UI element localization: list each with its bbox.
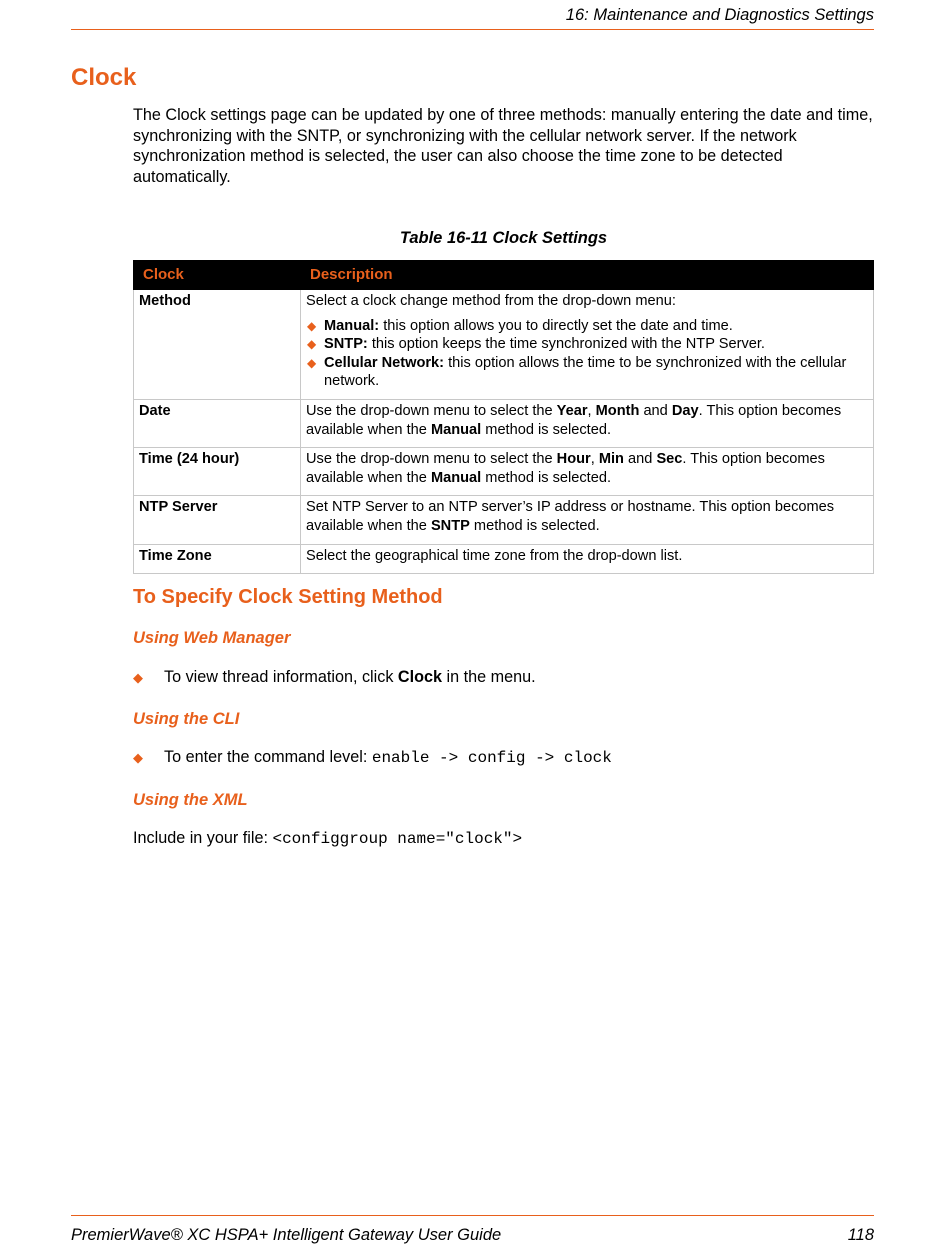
desc-bold: Manual	[430, 421, 482, 438]
footer-rule	[71, 1215, 874, 1216]
row-desc-time	[301, 448, 874, 496]
xml-code: <configgroup name="clock">	[272, 830, 523, 848]
row-name-time-zone: Time Zone	[134, 544, 301, 574]
desc-text: . This option becomes available when the	[306, 402, 842, 438]
column-header-description: Description	[301, 261, 874, 290]
table-row	[134, 544, 874, 574]
diamond-bullet-icon: ◆	[133, 750, 143, 765]
heading-xml: Using the XML	[133, 791, 248, 809]
row-name-date: Date	[134, 399, 301, 447]
list-item	[306, 335, 868, 354]
header-rule	[71, 29, 874, 30]
intro-paragraph: The Clock settings page can be updated by one of three methods: manually entering the date and time, synchronizing with the SNTP, or synchronizing with the cellular network server. If the network synchronization method is selected, the user can also choose the time zone to be detected automatically.	[133, 106, 873, 187]
desc-text: ,	[590, 451, 599, 468]
desc-bold: Hour	[556, 451, 591, 468]
row-name-method: Method	[134, 290, 301, 400]
diamond-bullet-icon: ◆	[133, 670, 143, 685]
table-caption: Table 16-11 Clock Settings	[399, 229, 608, 247]
diamond-bullet-icon: ◆	[307, 337, 317, 352]
desc-text: method is selected.	[481, 469, 612, 486]
option-label: Manual:	[324, 317, 380, 334]
option-text: this option keeps the time synchronized with the NTP Server.	[367, 336, 765, 353]
option-label: Cellular Network:	[324, 354, 445, 371]
table-row	[134, 290, 874, 400]
step-text: in the menu.	[442, 668, 536, 686]
web-manager-step	[133, 668, 536, 687]
step-bold: Clock	[397, 668, 443, 686]
procedure-title: To Specify Clock Setting Method	[133, 586, 443, 608]
step-text: To view thread information, click	[164, 668, 398, 686]
footer-title: PremierWave® XC HSPA+ Intelligent Gateway User Guide	[71, 1226, 502, 1244]
desc-text: method is selected.	[469, 517, 600, 534]
step-text: To enter the command level:	[164, 748, 372, 766]
heading-web-manager: Using Web Manager	[133, 629, 291, 647]
diamond-bullet-icon: ◆	[307, 318, 317, 333]
section-title: Clock	[71, 64, 137, 91]
running-head: 16: Maintenance and Diagnostics Settings	[565, 6, 874, 24]
clock-settings-table	[133, 260, 874, 574]
desc-text: . This option becomes available when the	[306, 451, 825, 486]
cli-command: enable -> config -> clock	[371, 749, 612, 767]
table-header-row	[134, 261, 874, 290]
heading-cli: Using the CLI	[133, 710, 240, 728]
table-row	[134, 496, 874, 544]
row-desc-time-zone: Select the geographical time zone from the drop-down list.	[301, 544, 874, 574]
list-item	[306, 354, 868, 391]
desc-bold: Month	[595, 402, 640, 419]
method-options-list	[306, 317, 868, 391]
method-intro: Select a clock change method from the drop-down menu:	[306, 293, 676, 309]
desc-text: method is selected.	[481, 421, 612, 438]
diamond-bullet-icon: ◆	[307, 355, 317, 370]
step-text: Include in your file:	[133, 829, 273, 847]
option-text: this option allows the time to be synchronized with the cellular network.	[324, 354, 847, 390]
xml-step	[133, 829, 522, 848]
desc-bold: Year	[556, 402, 588, 419]
list-item	[306, 317, 868, 336]
option-text: this option allows you to directly set the date and time.	[379, 317, 733, 334]
option-label: SNTP:	[324, 336, 368, 353]
desc-bold: Day	[671, 402, 699, 419]
desc-bold: Min	[598, 451, 624, 468]
desc-text: and	[623, 451, 657, 468]
desc-text: Set NTP Server to an NTP server’s IP address or hostname. This option becomes available when the	[306, 499, 835, 534]
desc-text: and	[639, 402, 672, 419]
desc-text: ,	[587, 402, 596, 419]
cli-step	[133, 748, 612, 767]
row-name-ntp-server: NTP Server	[134, 496, 301, 544]
desc-bold: SNTP	[430, 517, 470, 534]
row-desc-method	[301, 290, 874, 400]
table-row	[134, 399, 874, 447]
desc-text: Use the drop-down menu to select the	[306, 402, 557, 419]
table-row	[134, 448, 874, 496]
column-header-clock: Clock	[134, 261, 301, 290]
desc-bold: Manual	[430, 469, 482, 486]
page-number: 118	[847, 1226, 874, 1244]
row-desc-ntp-server	[301, 496, 874, 544]
row-desc-date	[301, 399, 874, 447]
desc-text: Use the drop-down menu to select the	[306, 451, 557, 468]
row-name-time: Time (24 hour)	[134, 448, 301, 496]
desc-bold: Sec	[656, 451, 683, 468]
